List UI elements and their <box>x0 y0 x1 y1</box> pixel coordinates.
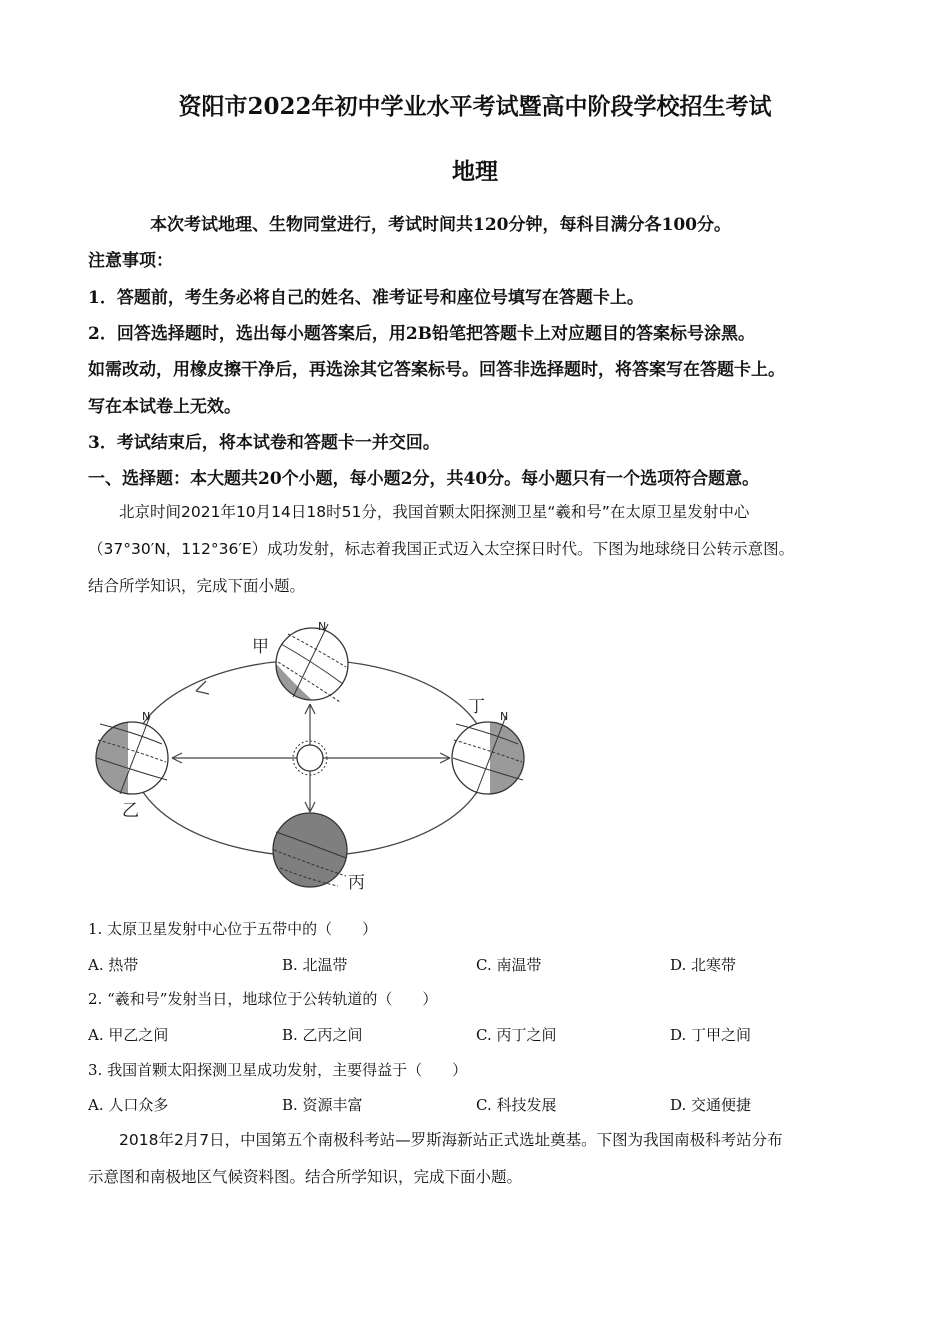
notes-heading: 注意事项： <box>88 251 173 271</box>
question-2-option-d[interactable]: D. 丁甲之间 <box>670 1026 752 1044</box>
passage1-line-1: 北京时间2021年10月14日18时51分，我国首颗太阳探测卫星“羲和号”在太原卫星发射中心 <box>119 503 750 521</box>
question-3-stem: 3. 我国首颗太阳探测卫星成功发射，主要得益于（ ） <box>88 1061 468 1079</box>
note-item-2-end: 写在本试卷上无效。 <box>88 397 241 417</box>
question-2-option-c[interactable]: C. 丙丁之间 <box>476 1026 557 1044</box>
sun-icon <box>293 741 327 775</box>
note-item-3: 3．考试结束后，将本试卷和答题卡一并交回。 <box>88 433 440 453</box>
earth-jia <box>266 624 348 707</box>
note-item-2-cont: 如需改动，用橡皮擦干净后，再选涂其它答案标号。回答非选择题时，将答案写在答题卡上。 <box>88 360 785 380</box>
question-1-option-c[interactable]: C. 南温带 <box>476 956 542 974</box>
question-3-option-d[interactable]: D. 交通便捷 <box>670 1096 752 1114</box>
section-heading: 一、选择题：本大题共20个小题，每小题2分，共40分。每小题只有一个选项符合题意。 <box>88 469 760 489</box>
exam-title: 资阳市2022年初中学业水平考试暨高中阶段学校招生考试 <box>178 93 772 120</box>
intro-text: 本次考试地理、生物同堂进行，考试时间共120分钟，每科目满分各100分。 <box>150 215 731 235</box>
earth-yi <box>92 716 168 798</box>
question-3-option-b[interactable]: B. 资源丰富 <box>282 1096 363 1114</box>
question-1-option-a[interactable]: A. 热带 <box>88 956 139 974</box>
orbit-direction-arrow <box>196 681 209 694</box>
passage1-line-3: 结合所学知识，完成下面小题。 <box>88 577 306 595</box>
question-2-stem: 2. “羲和号”发射当日，地球位于公转轨道的（ ） <box>88 990 438 1008</box>
passage2-line-1: 2018年2月7日，中国第五个南极科考站—罗斯海新站正式选址奠基。下图为我国南极科考站分布 <box>119 1131 783 1149</box>
passage1-line-2: （37°30′N，112°36′E）成功发射，标志着我国正式迈入太空探日时代。下图为地球绕日公转示意图。 <box>88 540 795 558</box>
question-2-option-a[interactable]: A. 甲乙之间 <box>88 1026 169 1044</box>
question-1-option-d[interactable]: D. 北寒带 <box>670 956 737 974</box>
question-2-option-b[interactable]: B. 乙丙之间 <box>282 1026 363 1044</box>
label-bing: 丙 <box>348 873 365 893</box>
north-marker-yi: N <box>142 710 151 723</box>
passage2-line-2: 示意图和南极地区气候资料图。结合所学知识，完成下面小题。 <box>88 1168 523 1186</box>
subject-title: 地理 <box>452 158 498 185</box>
note-item-1: 1．答题前，考生务必将自己的姓名、准考证号和座位号填写在答题卡上。 <box>88 288 644 308</box>
earth-ding <box>452 716 530 798</box>
question-3-option-a[interactable]: A. 人口众多 <box>88 1096 169 1114</box>
note-item-2: 2．回答选择题时，选出每小题答案后，用2B铅笔把答题卡上对应题目的答案标号涂黑。 <box>88 324 756 344</box>
north-marker-jia: N <box>318 620 327 633</box>
north-marker-ding: N <box>500 710 509 723</box>
earth-revolution-diagram <box>88 612 538 902</box>
question-1-option-b[interactable]: B. 北温带 <box>282 956 348 974</box>
earth-bing <box>273 812 350 887</box>
label-jia: 甲 <box>252 637 269 657</box>
question-3-option-c[interactable]: C. 科技发展 <box>476 1096 557 1114</box>
label-ding: 丁 <box>468 697 485 717</box>
label-yi: 乙 <box>122 801 139 821</box>
question-1-stem: 1. 太原卫星发射中心位于五带中的（ ） <box>88 920 378 938</box>
